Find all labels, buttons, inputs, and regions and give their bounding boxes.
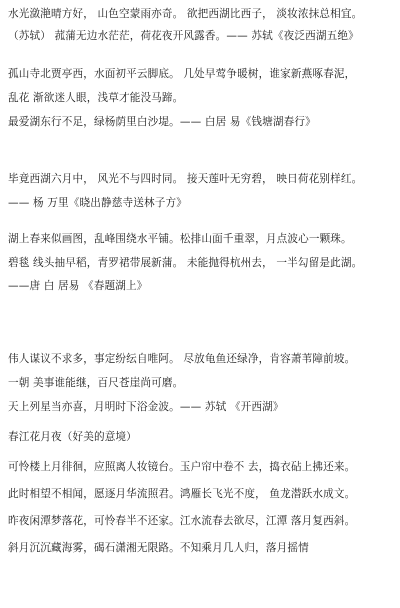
poem-line-chunjiang-2: 此时相望不相闻，愿逐月华流照君。鸿雁长飞光不度， 鱼龙潜跃水成文。 (8, 488, 356, 500)
poem-title-chunjiang: 春江花月夜（好美的意境） (8, 431, 137, 443)
poem-line-chunjiang-3: 昨夜闲潭梦落花，可怜春半不还家。江水流春去欲尽，江潭 落月复西斜。 (8, 515, 356, 527)
poem-line-xihu-1: 水光潋滟晴方好， 山色空蒙雨亦奇。 欲把西湖比西子， 淡妆浓抹总相宜。 (8, 8, 363, 20)
poem-line-xihu-2: （苏轼） 菰蒲无边水茫茫，荷花夜开风露香。—— 苏轼《夜泛西湖五绝》 (8, 30, 359, 42)
poem-line-chunjiang-1: 可怜楼上月徘徊，应照离人妆镜台。玉户帘中卷不 去，捣衣砧上拂还来。 (8, 461, 356, 473)
poem-line-huShang-2: 碧毯 线头抽早稻，青罗裙带展新蒲。 未能抛得杭州去， 一半勾留是此湖。 (8, 257, 363, 269)
poem-line-qiantang-1: 孤山寺北贾亭西，水面初平云脚底。 几处早莺争暖树，谁家新燕啄春泥， (8, 68, 356, 80)
poem-line-chunjiang-4: 斜月沉沉藏海雾，碣石潇湘无限路。不知乘月几人归，落月摇情 (8, 542, 309, 554)
poem-line-kaixihu-2: 一朝 美事谁能继，百尺苍崖尚可磨。 (8, 377, 184, 389)
poem-line-kaixihu-3: 天上列星当亦喜，月明时下浴金波。—— 苏轼 《开西湖》 (8, 401, 284, 413)
poem-line-qiantang-2: 乱花 渐欲迷人眼，浅草才能没马蹄。 (8, 92, 184, 104)
poem-line-jingci-1: 毕竟西湖六月中， 风光不与四时同。 接天莲叶无穷碧， 映日荷花别样红。 (8, 173, 363, 185)
poem-line-jingci-2: —— 杨 万里《晓出静慈寺送林子方》 (8, 197, 187, 209)
poem-line-kaixihu-1: 伟人谋议不求多，事定纷纭自唯阿。 尽放龟鱼还绿净，肯容萧苇障前坡。 (8, 353, 356, 365)
poem-line-qiantang-3: 最爱湖东行不足，绿杨荫里白沙堤。—— 白居 易《钱塘湖春行》 (8, 116, 316, 128)
poem-line-huShang-3: ——唐 白 居易 《春题湖上》 (8, 280, 148, 292)
poem-line-huShang-1: 湖上春来似画图，乱峰围绕水平铺。松排山面千重翠，月点波心一颗珠。 (8, 233, 352, 245)
